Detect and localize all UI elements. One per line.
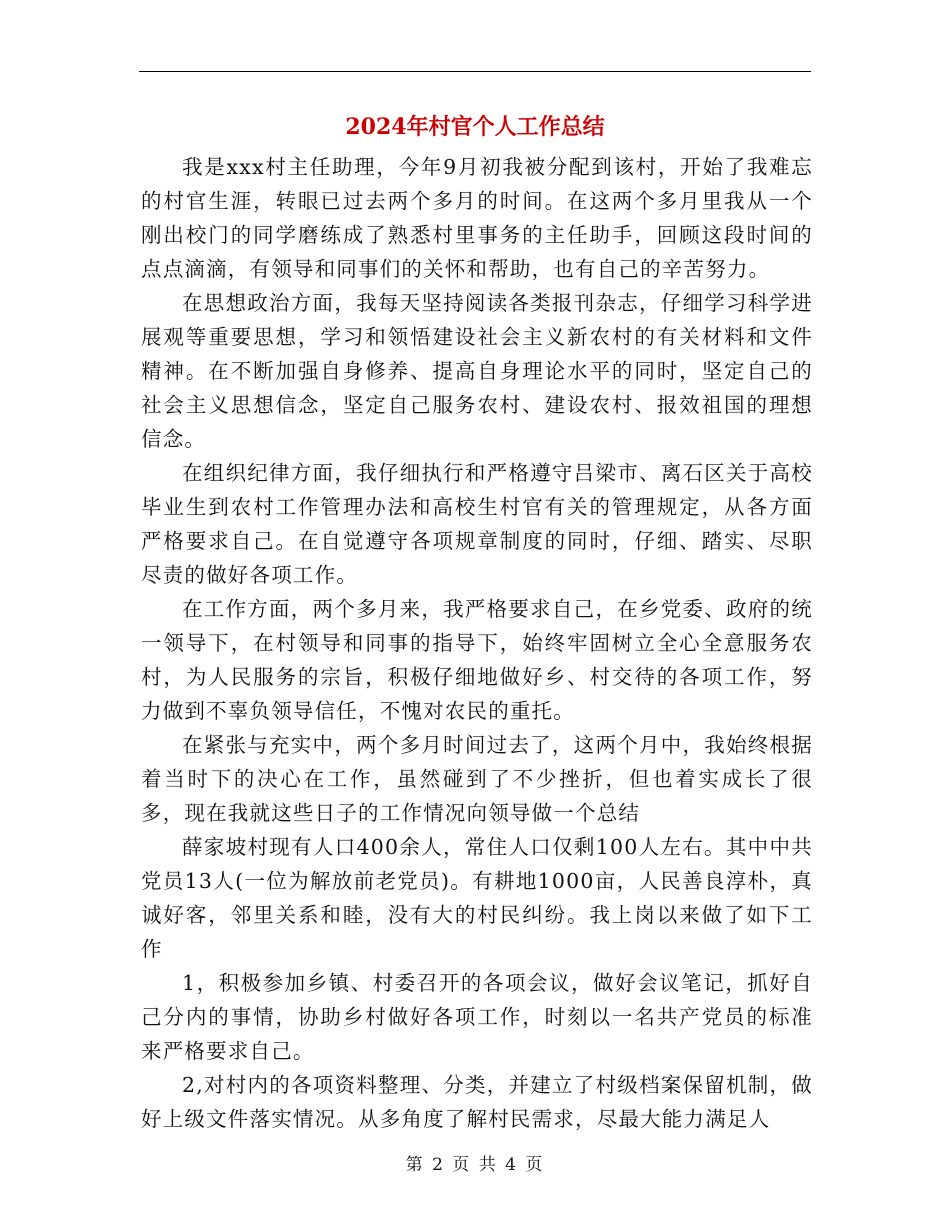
page-number: 第 2 页 共 4 页 [405,1155,545,1175]
header-rule [139,71,811,72]
document-body [141,150,813,1136]
paragraph: 2,对村内的各项资料整理、分类，并建立了村级档案保留机制，做好上级文件落实情况。从多角度了解村民需求，尽最大能力满足人 [141,1073,813,1131]
paragraph: 薛家坡村现有人口400余人，常住人口仅剩100人左右。其中中共党员13人(一位为解放前老党员)。有耕地1000亩，人民善良淳朴，真诚好客，邻里关系和睦，没有大的村民纠纷。我上岗以来做了如下工作 [141,835,813,961]
paragraph: 在思想政治方面，我每天坚持阅读各类报刊杂志，仔细学习科学进展观等重要思想，学习和领悟建设社会主义新农村的有关材料和文件精神。在不断加强自身修养、提高自身理论水平的同时，坚定自己的社会主义思想信念，坚定自己服务农村、建设农村、报效祖国的理想信念。 [141,291,813,451]
paragraph: 在组织纪律方面，我仔细执行和严格遵守吕梁市、离石区关于高校毕业生到农村工作管理办法和高校生村官有关的管理规定，从各方面严格要求自己。在自觉遵守各项规章制度的同时，仔细、踏实、尽职尽责的做好各项工作。 [141,461,813,587]
paragraph: 在工作方面，两个多月来，我严格要求自己，在乡党委、政府的统一领导下，在村领导和同事的指导下，始终牢固树立全心全意服务农村，为人民服务的宗旨，积极仔细地做好乡、村交待的各项工作，努力做到不辜负领导信任，不愧对农民的重托。 [141,597,813,723]
paragraph: 我是xxx村主任助理，今年9月初我被分配到该村，开始了我难忘的村官生涯，转眼已过去两个多月的时间。在这两个多月里我从一个刚出校门的同学磨练成了熟悉村里事务的主任助手，回顾这段时间的点点滴滴，有领导和同事们的关怀和帮助，也有自己的辛苦努力。 [141,155,813,281]
paragraph: 1，积极参加乡镇、村委召开的各项会议，做好会议笔记，抓好自己分内的事情，协助乡村做好各项工作，时刻以一名共产党员的标准来严格要求自己。 [141,971,813,1063]
paragraph: 在紧张与充实中，两个多月时间过去了，这两个月中，我始终根据着当时下的决心在工作，虽然碰到了不少挫折，但也着实成长了很多，现在我就这些日子的工作情况向领导做一个总结 [141,733,813,825]
document-title: 2024年村官个人工作总结 [345,114,605,140]
